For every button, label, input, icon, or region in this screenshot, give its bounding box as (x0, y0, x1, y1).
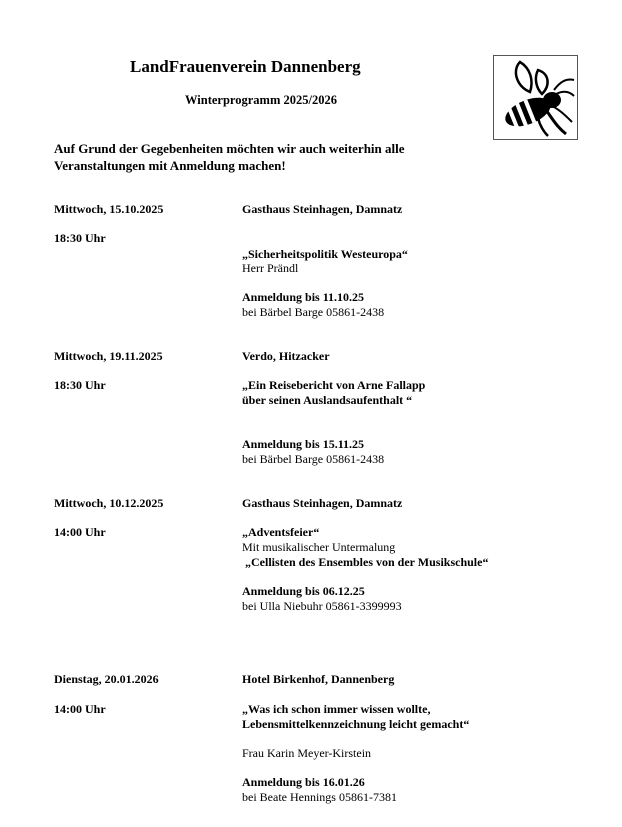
event-speaker: Herr Prändl (242, 261, 299, 275)
event-time: 14:00 Uhr (54, 702, 106, 716)
event-time: 18:30 Uhr (54, 231, 106, 245)
event-location: Gasthaus Steinhagen, Damnatz (242, 496, 403, 510)
logo (493, 55, 578, 140)
event-time: 18:30 Uhr (54, 378, 106, 392)
event-date: Dienstag, 20.01.2026 (54, 672, 159, 686)
event-location: Verdo, Hitzacker (242, 349, 330, 363)
event-date: Mittwoch, 19.11.2025 (54, 349, 163, 363)
event-location: Hotel Birkenhof, Dannenberg (242, 672, 395, 686)
event-title: „Sicherheitspolitik Westeuropa“ (242, 247, 408, 261)
registration-notice: Auf Grund der Gegebenheiten möchten wir auch weiterhin alle Veranstaltungen mit Anmeldung machen! (54, 141, 405, 173)
event-registration: Anmeldung bis 16.01.26 (242, 775, 365, 789)
event-title-continued: über seinen Auslandsaufenthalt “ (242, 393, 413, 407)
event-contact: bei Bärbel Barge 05861-2438 (242, 305, 385, 319)
event-title-continued: „Cellisten des Ensembles von der Musikschule“ (242, 555, 489, 569)
event-registration: Anmeldung bis 15.11.25 (242, 437, 365, 451)
event-title: „Ein Reisebericht von Arne Fallapp (242, 378, 426, 392)
page-title: LandFrauenverein Dannenberg (130, 57, 361, 76)
event-location: Gasthaus Steinhagen, Damnatz (242, 202, 403, 216)
event-registration: Anmeldung bis 11.10.25 (242, 290, 365, 304)
event-registration: Anmeldung bis 06.12.25 (242, 584, 365, 598)
program-subtitle: Winterprogramm 2025/2026 (185, 93, 337, 107)
event-title: „Was ich schon immer wissen wollte, (242, 702, 431, 716)
event-contact: bei Ulla Niebuhr 05861-3399993 (242, 599, 402, 613)
event-date: Mittwoch, 15.10.2025 (54, 202, 164, 216)
event-date: Mittwoch, 10.12.2025 (54, 496, 164, 510)
event-speaker: Frau Karin Meyer-Kirstein (242, 746, 372, 760)
event-title-continued: Lebensmittelkennzeichnung leicht gemacht“ (242, 717, 470, 731)
event-time: 14:00 Uhr (54, 525, 106, 539)
event-title: „Adventsfeier“ (242, 525, 320, 539)
event-contact: bei Beate Hennings 05861-7381 (242, 790, 397, 804)
event-subtitle: Mit musikalischer Untermalung (242, 540, 396, 554)
bee-icon (494, 56, 577, 139)
event-contact: bei Bärbel Barge 05861-2438 (242, 452, 385, 466)
